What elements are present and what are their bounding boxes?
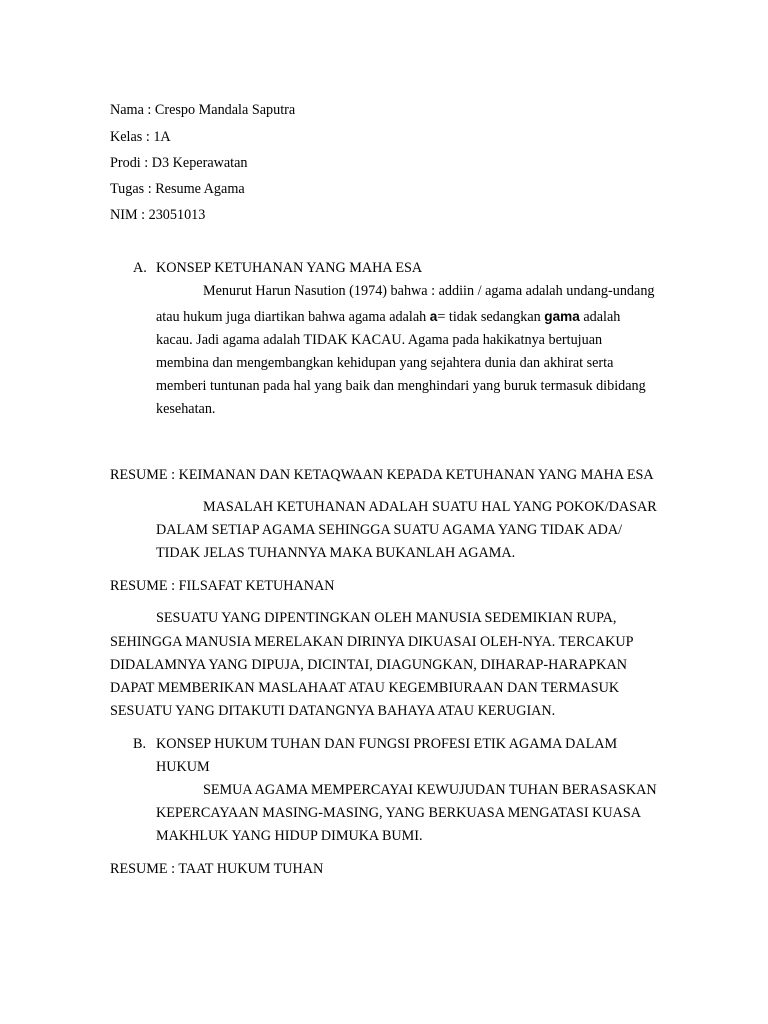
student-name: Nama : Crespo Mandala Saputra — [110, 102, 296, 118]
resume-1-title: RESUME : KEIMANAN DAN KETAQWAAN KEPADA KETUHANAN YANG MAHA ESA — [110, 467, 654, 483]
section-b-letter: B. — [133, 736, 147, 752]
section-a-line-3: kacau. Jadi agama adalah TIDAK KACAU. Agama pada hakikatnya bertujuan — [156, 332, 603, 348]
resume-2-line-5: SESUATU YANG DITAKUTI DATANGNYA BAHAYA ATAU KERUGIAN. — [110, 703, 556, 719]
study-program: Prodi : D3 Keperawatan — [110, 155, 248, 171]
section-a-letter: A. — [133, 260, 147, 276]
resume-1-line-1: MASALAH KETUHANAN ADALAH SUATU HAL YANG POKOK/DASAR — [203, 499, 657, 515]
section-b-title-line-2: HUKUM — [156, 759, 210, 775]
section-a-line-1: Menurut Harun Nasution (1974) bahwa : addiin / agama adalah undang-undang — [203, 283, 655, 299]
assignment-title: Tugas : Resume Agama — [110, 181, 245, 197]
section-a-line-4: membina dan mengembangkan kehidupan yang sejahtera dunia dan akhirat serta — [156, 355, 614, 371]
resume-2-line-1: SESUATU YANG DIPENTINGKAN OLEH MANUSIA SEDEMIKIAN RUPA, — [156, 610, 617, 626]
section-a-line-2-end: adalah — [579, 309, 621, 325]
student-id: NIM : 23051013 — [110, 207, 206, 223]
resume-2-line-2: SEHINGGA MANUSIA MERELAKAN DIRINYA DIKUASAI OLEH-NYA. TERCAKUP — [110, 634, 634, 650]
section-b-line-3: MAKHLUK YANG HIDUP DIMUKA BUMI. — [156, 828, 423, 844]
resume-1-line-2: DALAM SETIAP AGAMA SEHINGGA SUATU AGAMA YANG TIDAK ADA/ — [156, 522, 623, 538]
section-a-line-2-mid: = tidak sedangkan — [437, 309, 545, 325]
resume-3-title: RESUME : TAAT HUKUM TUHAN — [110, 861, 324, 877]
section-b-line-2: KEPERCAYAAN MASING-MASING, YANG BERKUASA MENGATASI KUASA — [156, 805, 641, 821]
resume-2-line-3: DIDALAMNYA YANG DIPUJA, DICINTAI, DIAGUNGKAN, DIHARAP-HARAPKAN — [110, 657, 627, 673]
section-a-line-5: memberi tuntunan pada hal yang baik dan menghindari yang buruk termasuk dibidang — [156, 378, 646, 394]
section-a-line-2-text: atau hukum juga diartikan bahwa agama adalah — [156, 309, 430, 325]
section-b-line-1: SEMUA AGAMA MEMPERCAYAI KEWUJUDAN TUHAN BERASASKAN — [203, 782, 657, 798]
term-gama: gama — [544, 309, 580, 324]
resume-1-line-3: TIDAK JELAS TUHANNYA MAKA BUKANLAH AGAMA. — [156, 545, 516, 561]
resume-2-title: RESUME : FILSAFAT KETUHANAN — [110, 578, 335, 594]
term-a: a — [429, 309, 438, 324]
section-a-line-6: kesehatan. — [156, 401, 216, 417]
resume-2-line-4: DAPAT MEMBERIKAN MASLAHAAT ATAU KEGEMBIURAAN DAN TERMASUK — [110, 680, 620, 696]
section-a-title: KONSEP KETUHANAN YANG MAHA ESA — [156, 260, 423, 276]
section-a-line-2 — [156, 310, 620, 324]
student-class: Kelas : 1A — [110, 129, 171, 145]
section-b-title-line-1: KONSEP HUKUM TUHAN DAN FUNGSI PROFESI ETIK AGAMA DALAM — [156, 736, 618, 752]
